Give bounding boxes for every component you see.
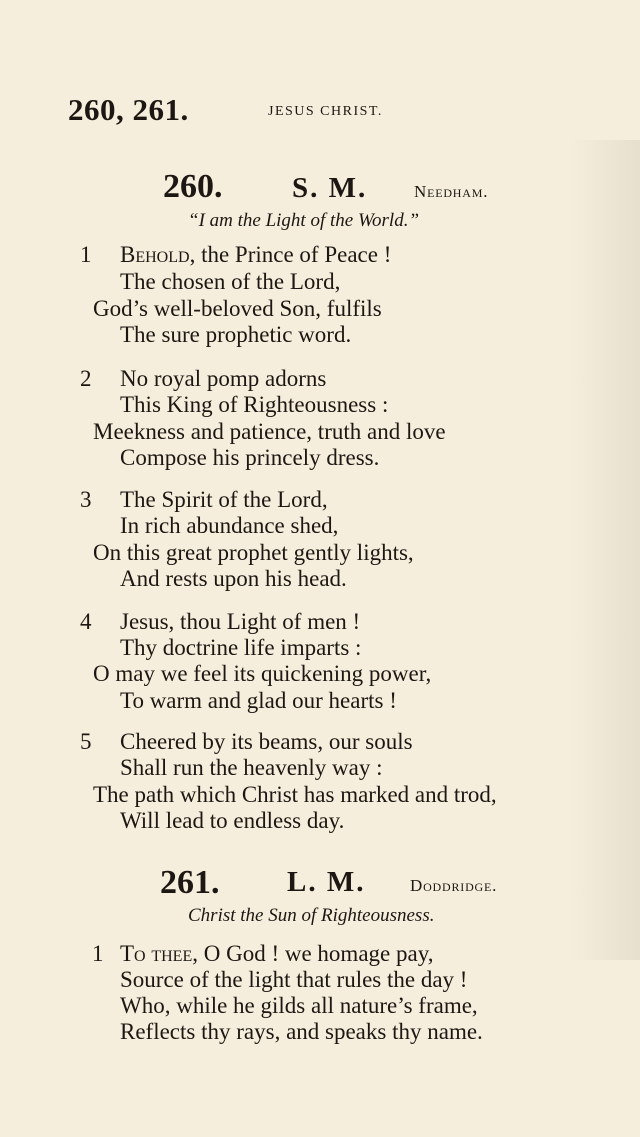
verse-line: This King of Righteousness : (120, 392, 389, 417)
page-bleed-through (570, 140, 640, 960)
verse-line: To warm and glad our hearts ! (120, 688, 397, 713)
hymn-subtitle: “I am the Light of the World.” (188, 210, 420, 231)
verse-line: Will lead to endless day. (120, 808, 345, 833)
verse-line (120, 242, 391, 268)
verse-line: No royal pomp adorns (120, 366, 327, 391)
hymn-tune: Needham. (414, 182, 489, 201)
verse-number: 1 (92, 941, 104, 966)
verse-line (120, 941, 433, 967)
verse-number: 2 (80, 366, 92, 391)
hymn-number: 261. (160, 864, 220, 901)
verse-line: Cheered by its beams, our souls (120, 729, 413, 754)
verse-initial-word: To thee (120, 941, 193, 966)
verse-line: Shall run the heavenly way : (120, 755, 383, 780)
verse-line-text: , the Prince of Peace ! (189, 242, 392, 267)
verse-line: Who, while he gilds all nature’s frame, (120, 993, 478, 1018)
verse-line: On this great prophet gently lights, (93, 540, 414, 565)
verse-line: The Spirit of the Lord, (120, 487, 328, 512)
verse-line: The path which Christ has marked and trod, (93, 782, 497, 807)
hymn-number: 260. (163, 168, 223, 205)
running-head-numbers: 260, 261. (68, 92, 189, 127)
verse-line: And rests upon his head. (120, 566, 347, 591)
verse-line: The sure prophetic word. (120, 322, 352, 347)
verse-line: God’s well-beloved Son, fulfils (93, 296, 382, 321)
hymn-meter: L. M. (287, 866, 366, 898)
verse-number: 4 (80, 609, 92, 634)
hymn-meter: S. M. (292, 172, 368, 204)
hymn-tune: Doddridge. (410, 876, 498, 895)
verse-line: In rich abundance shed, (120, 513, 339, 538)
running-head-title: JESUS CHRIST. (268, 104, 383, 119)
verse-line: Reflects thy rays, and speaks thy name. (120, 1019, 483, 1044)
verse-line: Thy doctrine life imparts : (120, 635, 362, 660)
verse-line: Compose his princely dress. (120, 445, 380, 470)
verse-number: 5 (80, 729, 92, 754)
hymn-subtitle: Christ the Sun of Righteousness. (188, 905, 435, 926)
verse-line: O may we feel its quickening power, (93, 661, 432, 686)
verse-line: Jesus, thou Light of men ! (120, 609, 361, 634)
verse-line: Source of the light that rules the day ! (120, 967, 468, 992)
verse-line: Meekness and patience, truth and love (93, 419, 446, 444)
verse-line-text: , O God ! we homage pay, (192, 941, 434, 966)
verse-initial-word: Behold (120, 242, 190, 267)
verse-number: 3 (80, 487, 92, 512)
verse-number: 1 (80, 242, 92, 267)
verse-line: The chosen of the Lord, (120, 269, 341, 294)
